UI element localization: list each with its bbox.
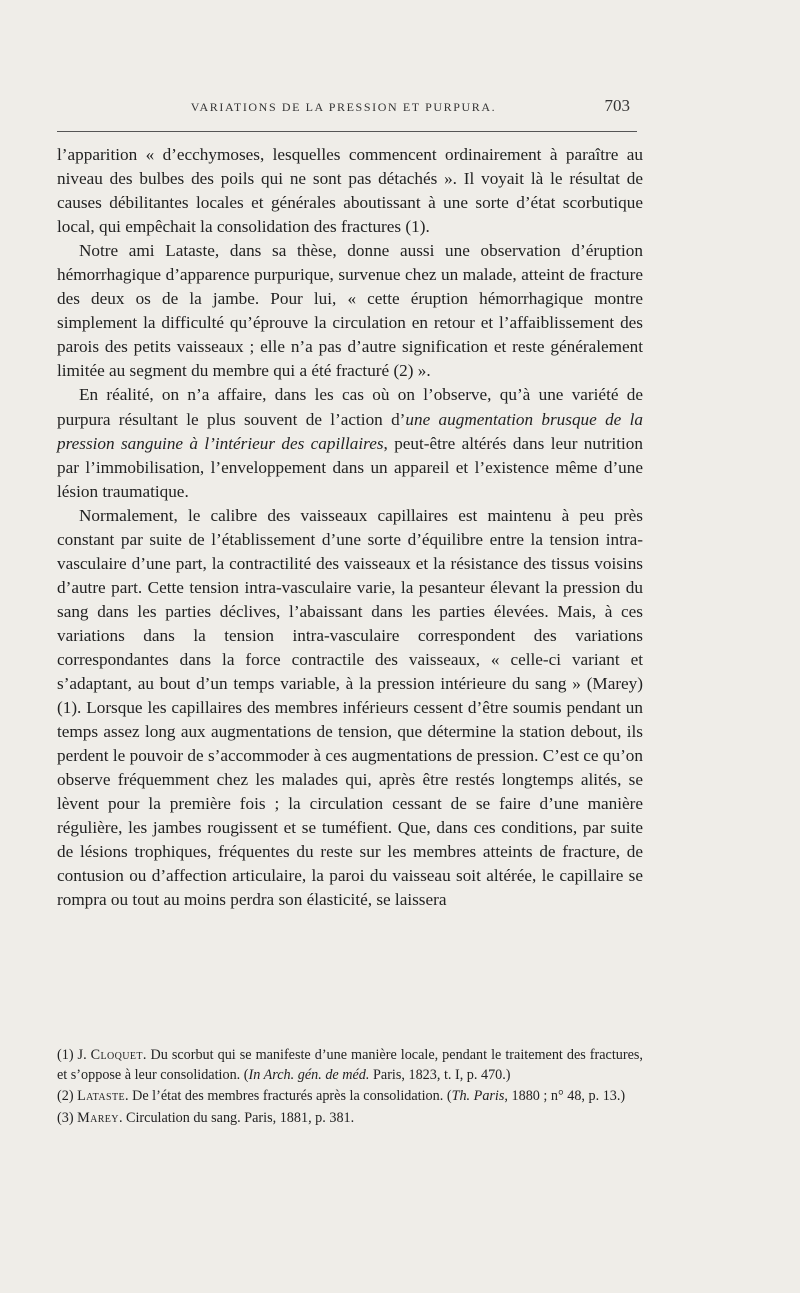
footnote-2-text-a: . De l’état des membres fracturés après la consolidation. ( bbox=[124, 1088, 452, 1104]
footnote-3 bbox=[57, 1109, 643, 1129]
footnote-1-author: Cloquet bbox=[90, 1047, 143, 1063]
paragraph-3-emphasis: une augmentation brusque de la pression sanguine à l’intérieur des capillaires bbox=[57, 409, 644, 453]
footnote-2-author: Lataste bbox=[77, 1088, 125, 1104]
footnotes bbox=[57, 1046, 643, 1130]
footnote-2-number: (2) bbox=[57, 1088, 78, 1104]
paragraph-3 bbox=[57, 383, 643, 503]
paragraph-1: l’apparition « d’ecchymoses, lesquelles commencent ordinairement à paraître au niveau des bulbes des poils qui ne sont pas détachés ». Il voyait là le résultat de causes débilitantes locales et générales aboutissant à une sorte d’état scorbutique local, qui empêchait la consolidation des fractures (1). bbox=[57, 145, 643, 237]
paragraph-4: Normalement, le calibre des vaisseaux capillaires est maintenu à peu près constant par suite de l’établissement d’une sorte d’équilibre entre la tension intra-vasculaire d’une part, la contractilité des vaisseaux et la résistance des tissus voisins d’autre part. Cette tension intra-vasculaire varie, la pesanteur élevant la pression du sang dans les parties déclives, l’abaissant dans les parties élevées. Mais, à ces variations dans la tension intra-vasculaire correspondent des variations correspondantes dans la force contractile des vaisseaux, « celle-ci variant et s’adaptant, au bout d’un temps variable, à la pression intérieure du sang » (Marey) (1). Lorsque les capillaires des membres inférieurs cessent d’être soumis pendant un temps assez long aux augmentations de tension, que détermine la station debout, ils perdent le pouvoir de s’accommoder à ces augmentations de pression. C’est ce qu’on observe fréquemment chez les malades qui, après être restés longtemps alités, se lèvent pour la première fois ; la circulation cessant de se faire d’une manière régulière, les jambes rougissent et se tuméfient. Que, dans ces conditions, par suite de lésions trophiques, fréquentes du reste sur les membres atteints de fracture, de contusion ou d’affection articulaire, la paroi du vaisseau soit altérée, le capillaire se rompra ou tout au moins perdra son élasticité, se laissera bbox=[57, 505, 643, 910]
footnote-2-thesis: Th. Paris bbox=[451, 1088, 505, 1104]
footnote-1-text-a: . Du scorbut qui se manifeste d’une manière locale, pendant le traitement des fractures, et s’oppose à leur consolidation. ( bbox=[57, 1047, 643, 1083]
page-number: 703 bbox=[604, 96, 630, 115]
paragraph-3-text-a: En réalité, on n’a affaire, dans les cas où on l’observe, qu’à une variété de purpura résultant le plus souvent de l’action d’ bbox=[57, 385, 643, 429]
footnote-2-text-b: , 1880 ; n° 48, p. 13.) bbox=[504, 1088, 626, 1104]
running-title: VARIATIONS DE LA PRESSION ET PURPURA. bbox=[190, 100, 497, 114]
footnote-1-journal: In Arch. gén. de méd. bbox=[248, 1066, 370, 1083]
footnote-3-author: Marey bbox=[77, 1109, 119, 1126]
footnote-1 bbox=[57, 1046, 643, 1085]
main-text bbox=[57, 143, 643, 913]
paragraph-3-text-b: , peut-être altérés dans leur nutrition par l’immobilisation, l’enveloppement dans un appareil et l’existence même d’une lésion traumatique. bbox=[57, 433, 643, 501]
footnote-1-text-b: Paris, 1823, t. I, p. 470.) bbox=[369, 1066, 511, 1083]
footnote-1-number: (1) J. bbox=[57, 1047, 91, 1063]
paragraph-2: Notre ami Lataste, dans sa thèse, donne aussi une observation d’éruption hémorrhagique d’apparence purpurique, survenue chez un malade, atteint de fracture des deux os de la jambe. Pour lui, « cette éruption hémorrhagique montre simplement la difficulté qu’éprouve la circulation en retour et l’affaiblissement des parois des petits vaisseaux ; elle n’a pas d’autre signification et reste généralement limitée au segment du membre qui a été fracturé (2) ». bbox=[57, 241, 643, 381]
footnote-3-number: (3) bbox=[57, 1109, 78, 1126]
footnote-3-text-a: . Circulation du sang. Paris, 1881, p. 381. bbox=[118, 1109, 355, 1126]
footnote-2 bbox=[57, 1087, 643, 1107]
page-header bbox=[57, 96, 630, 120]
header-rule bbox=[57, 131, 637, 132]
